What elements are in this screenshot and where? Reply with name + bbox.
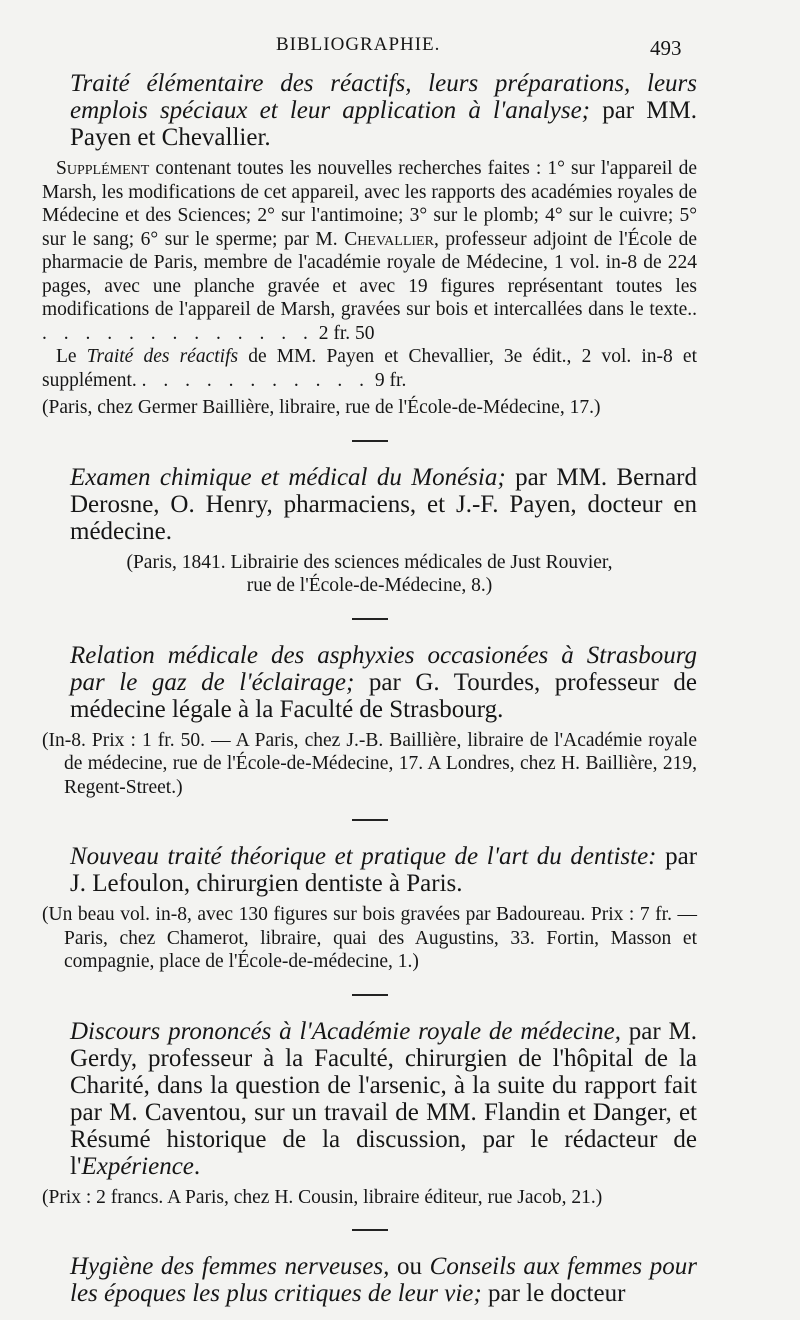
entry-title-rest: par M. Gerdy, professeur à la Faculté, chirurgien de l'hôpital de la Charité, dans la question de l'arsenic, à la suite du rapport fait par M. Caventou, sur un travail de MM. Flandin et Danger, et Résumé historique de la discussion, par le rédacteur de l' xyxy=(70,1017,698,1180)
entry-title-par: par xyxy=(602,97,635,124)
section-divider xyxy=(352,1229,388,1231)
entry-title-italic: Relation médicale des asphyxies occasionées à Strasbourg par le gaz de l'éclairage; xyxy=(70,641,697,696)
entry-title xyxy=(42,843,697,897)
also-title: Traité des réactifs xyxy=(86,346,239,367)
supplement-text: contenant toutes les nouvelles recherches faites : 1° sur l'appareil de Marsh, les modifications de cet appareil, avec les rapports des académies royales de Médecine et des Sciences; 2° sur l'antimoine; 3° sur le plomb; 4° sur le cuivre; 5° sur le sang; 6° sur le sperme; par M. xyxy=(42,158,697,250)
section-divider xyxy=(352,618,388,620)
section-divider xyxy=(352,994,388,996)
also-prefix: Le xyxy=(56,346,77,367)
entry-title xyxy=(42,464,697,545)
entry-title xyxy=(42,70,697,151)
entry-title-italic: Examen chimique et médical du Monésia; xyxy=(70,463,506,491)
entry-title xyxy=(42,1253,697,1307)
bibliography-entry-hygiene xyxy=(42,1253,697,1307)
page-header xyxy=(0,34,800,62)
section-divider xyxy=(352,819,388,821)
leader-dots: . . . . . . . . . . . xyxy=(141,369,371,391)
bibliography-entry-monesia xyxy=(42,464,697,598)
supplement-text-2: , professeur adjoint de l'École de pharmacie de Paris, membre de l'académie royale de Médecine, 1 vol. in-8 de 224 pages, avec une planche gravée et avec 19 figures représentant toutes les modifications de l'appareil de Marsh, gravées sur bois et intercallées dans le texte.. xyxy=(42,228,697,320)
supplement-price: 2 fr. 50 xyxy=(318,322,375,344)
supplement-author: Chevallier xyxy=(344,228,434,250)
entry-title-end: . xyxy=(193,1152,201,1180)
entry-imprint: (Prix : 2 francs. A Paris, chez H. Cousin, libraire éditeur, rue Jacob, 21.) xyxy=(42,1186,603,1208)
entry-title-italic-2: Expérience xyxy=(81,1152,194,1180)
entry-title-italic: Discours prononcés à l'Académie royale de médecine, xyxy=(70,1017,621,1045)
bibliography-list xyxy=(42,70,697,1307)
entry-imprint: (In-8. Prix : 1 fr. 50. — A Paris, chez J.-B. Baillière, libraire de l'Académie royale de médecine, rue de l'École-de-Médecine, 17. A Londres, chez H. Baillière, 219, Regent-Street.) xyxy=(42,729,697,798)
leader-dots: . . . . . . . . . . . . . xyxy=(42,322,314,344)
entry-title-rest: par le docteur xyxy=(487,1280,626,1307)
entry-title-italic: Traité élémentaire des réactifs, leurs préparations, leurs emplois spéciaux et leur application à l'analyse; xyxy=(70,70,697,124)
entry-title-italic: Hygiène des femmes nerveuses, xyxy=(70,1253,390,1280)
supplement-paragraph xyxy=(42,157,697,345)
running-head: BIBLIOGRAPHIE. xyxy=(276,34,441,55)
also-text: de MM. Payen et Chevallier, 3e édit., 2 vol. in-8 et supplément. xyxy=(42,346,698,391)
entry-authors: MM. Payen et Chevallier. xyxy=(70,97,698,151)
entry-title-rest: par MM. Bernard Derosne, O. Henry, pharmaciens, et J.-F. Payen, docteur en médecine. xyxy=(70,463,697,545)
section-divider xyxy=(352,440,388,442)
entry-title-italic: Nouveau traité théorique et pratique de l'art du dentiste: xyxy=(70,843,657,870)
entry-title xyxy=(42,1018,697,1180)
entry-title-rest: par G. Tourdes, professeur de médecine légale à la Faculté de Strasbourg. xyxy=(70,668,698,723)
bibliography-entry-discours xyxy=(42,1018,697,1210)
entry-imprint: (Paris, chez Germer Baillière, libraire, rue de l'École-de-Médecine, 17.) xyxy=(42,397,601,418)
entry-imprint-line-2: rue de l'École-de-Médecine, 8.) xyxy=(246,575,493,596)
bibliography-entry-dentiste xyxy=(42,843,697,974)
page-number: 493 xyxy=(650,36,682,60)
entry-title xyxy=(42,642,697,723)
entry-title-rest: par J. Lefoulon, chirurgien dentiste à Paris. xyxy=(70,843,698,897)
supplement-label: Supplément xyxy=(56,158,150,179)
entry-title-italic-2: Conseils aux femmes pour les époques les plus critiques de leur vie; xyxy=(70,1253,698,1307)
bibliography-entry-payen-chevallier xyxy=(42,70,697,420)
bibliography-entry-asphyxies xyxy=(42,642,697,800)
entry-imprint-line-1: (Paris, 1841. Librairie des sciences médicales de Just Rouvier, xyxy=(126,551,613,573)
entry-title-ou: ou xyxy=(397,1253,423,1280)
also-price: 9 fr. xyxy=(374,369,407,391)
also-paragraph xyxy=(42,345,697,392)
entry-imprint: (Un beau vol. in-8, avec 130 figures sur bois gravées par Badoureau. Prix : 7 fr. — Paris, chez Chamerot, libraire, quai des Augustins, 33. Fortin, Masson et compagnie, place de l'École-de-médecine, 1.) xyxy=(42,904,697,972)
